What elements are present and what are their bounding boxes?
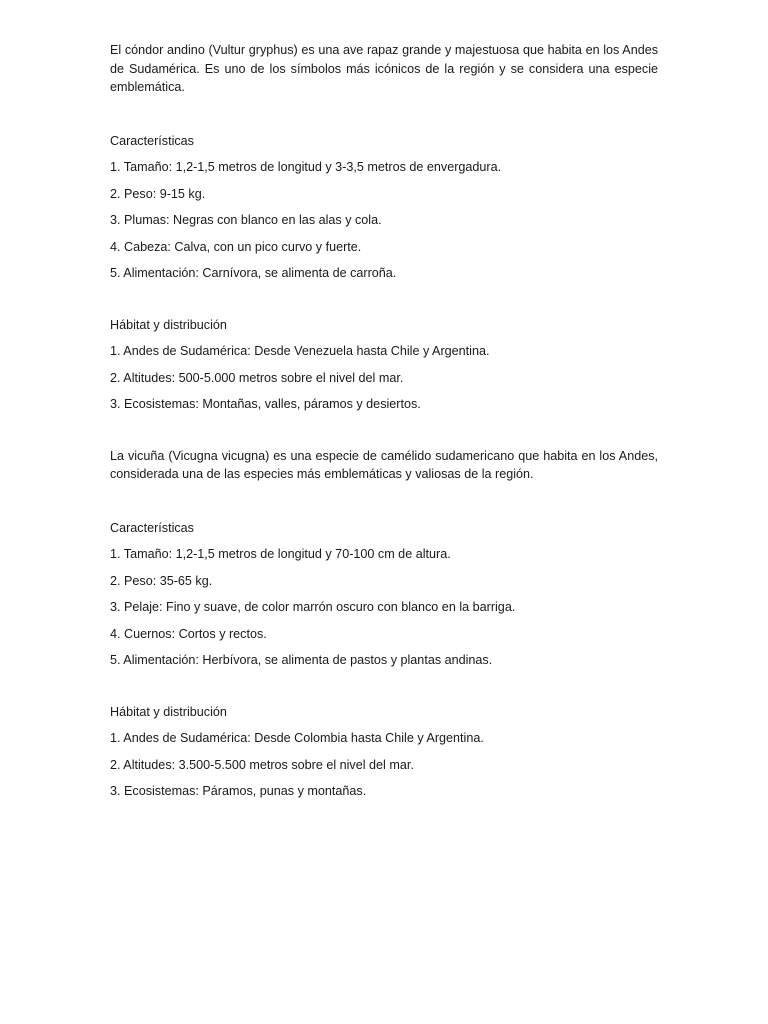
document-page [110, 41, 658, 801]
list-item: 2. Altitudes: 500-5.000 metros sobre el nivel del mar. [110, 370, 404, 385]
list-item: 1. Tamaño: 1,2-1,5 metros de longitud y 70-100 cm de altura. [110, 547, 451, 561]
spacer [110, 414, 658, 447]
list-item: 4. Cabeza: Calva, con un pico curvo y fuerte. [110, 239, 362, 254]
spacer [110, 97, 658, 132]
list-item: 3. Pelaje: Fino y suave, de color marrón oscuro con blanco en la barriga. [110, 600, 516, 614]
spacer [110, 484, 658, 519]
vicuna-intro-paragraph: La vicuña (Vicugna vicugna) es una especie de camélido sudamericano que habita en los Andes, considerada una de las especies más emblemáticas y valiosas de la región. [110, 448, 658, 481]
condor-characteristics-heading: Características [110, 133, 194, 148]
list-item: 1. Tamaño: 1,2-1,5 metros de longitud y 3-3,5 metros de envergadura. [110, 160, 502, 174]
list-item: 2. Altitudes: 3.500-5.500 metros sobre el nivel del mar. [110, 757, 414, 772]
list-item: 3. Ecosistemas: Páramos, punas y montañas. [110, 784, 367, 798]
list-item: 1. Andes de Sudamérica: Desde Venezuela hasta Chile y Argentina. [110, 344, 490, 358]
vicuna-habitat-heading: Hábitat y distribución [110, 704, 227, 719]
list-item: 5. Alimentación: Herbívora, se alimenta de pastos y plantas andinas. [110, 653, 493, 667]
spacer [110, 283, 658, 316]
condor-habitat-heading: Hábitat y distribución [110, 317, 227, 332]
list-item: 2. Peso: 35-65 kg. [110, 573, 213, 588]
list-item: 4. Cuernos: Cortos y rectos. [110, 626, 267, 641]
list-item: 1. Andes de Sudamérica: Desde Colombia hasta Chile y Argentina. [110, 731, 484, 745]
spacer [110, 670, 658, 703]
condor-intro-paragraph: El cóndor andino (Vultur gryphus) es una ave rapaz grande y majestuosa que habita en los Andes de Sudamérica. Es uno de los símbolos más icónicos de la región y se considera una especie emblemática. [110, 43, 658, 94]
list-item: 5. Alimentación: Carnívora, se alimenta de carroña. [110, 266, 397, 280]
list-item: 3. Plumas: Negras con blanco en las alas y cola. [110, 213, 382, 227]
list-item: 2. Peso: 9-15 kg. [110, 186, 206, 201]
vicuna-characteristics-heading: Características [110, 520, 194, 535]
list-item: 3. Ecosistemas: Montañas, valles, páramos y desiertos. [110, 397, 421, 411]
